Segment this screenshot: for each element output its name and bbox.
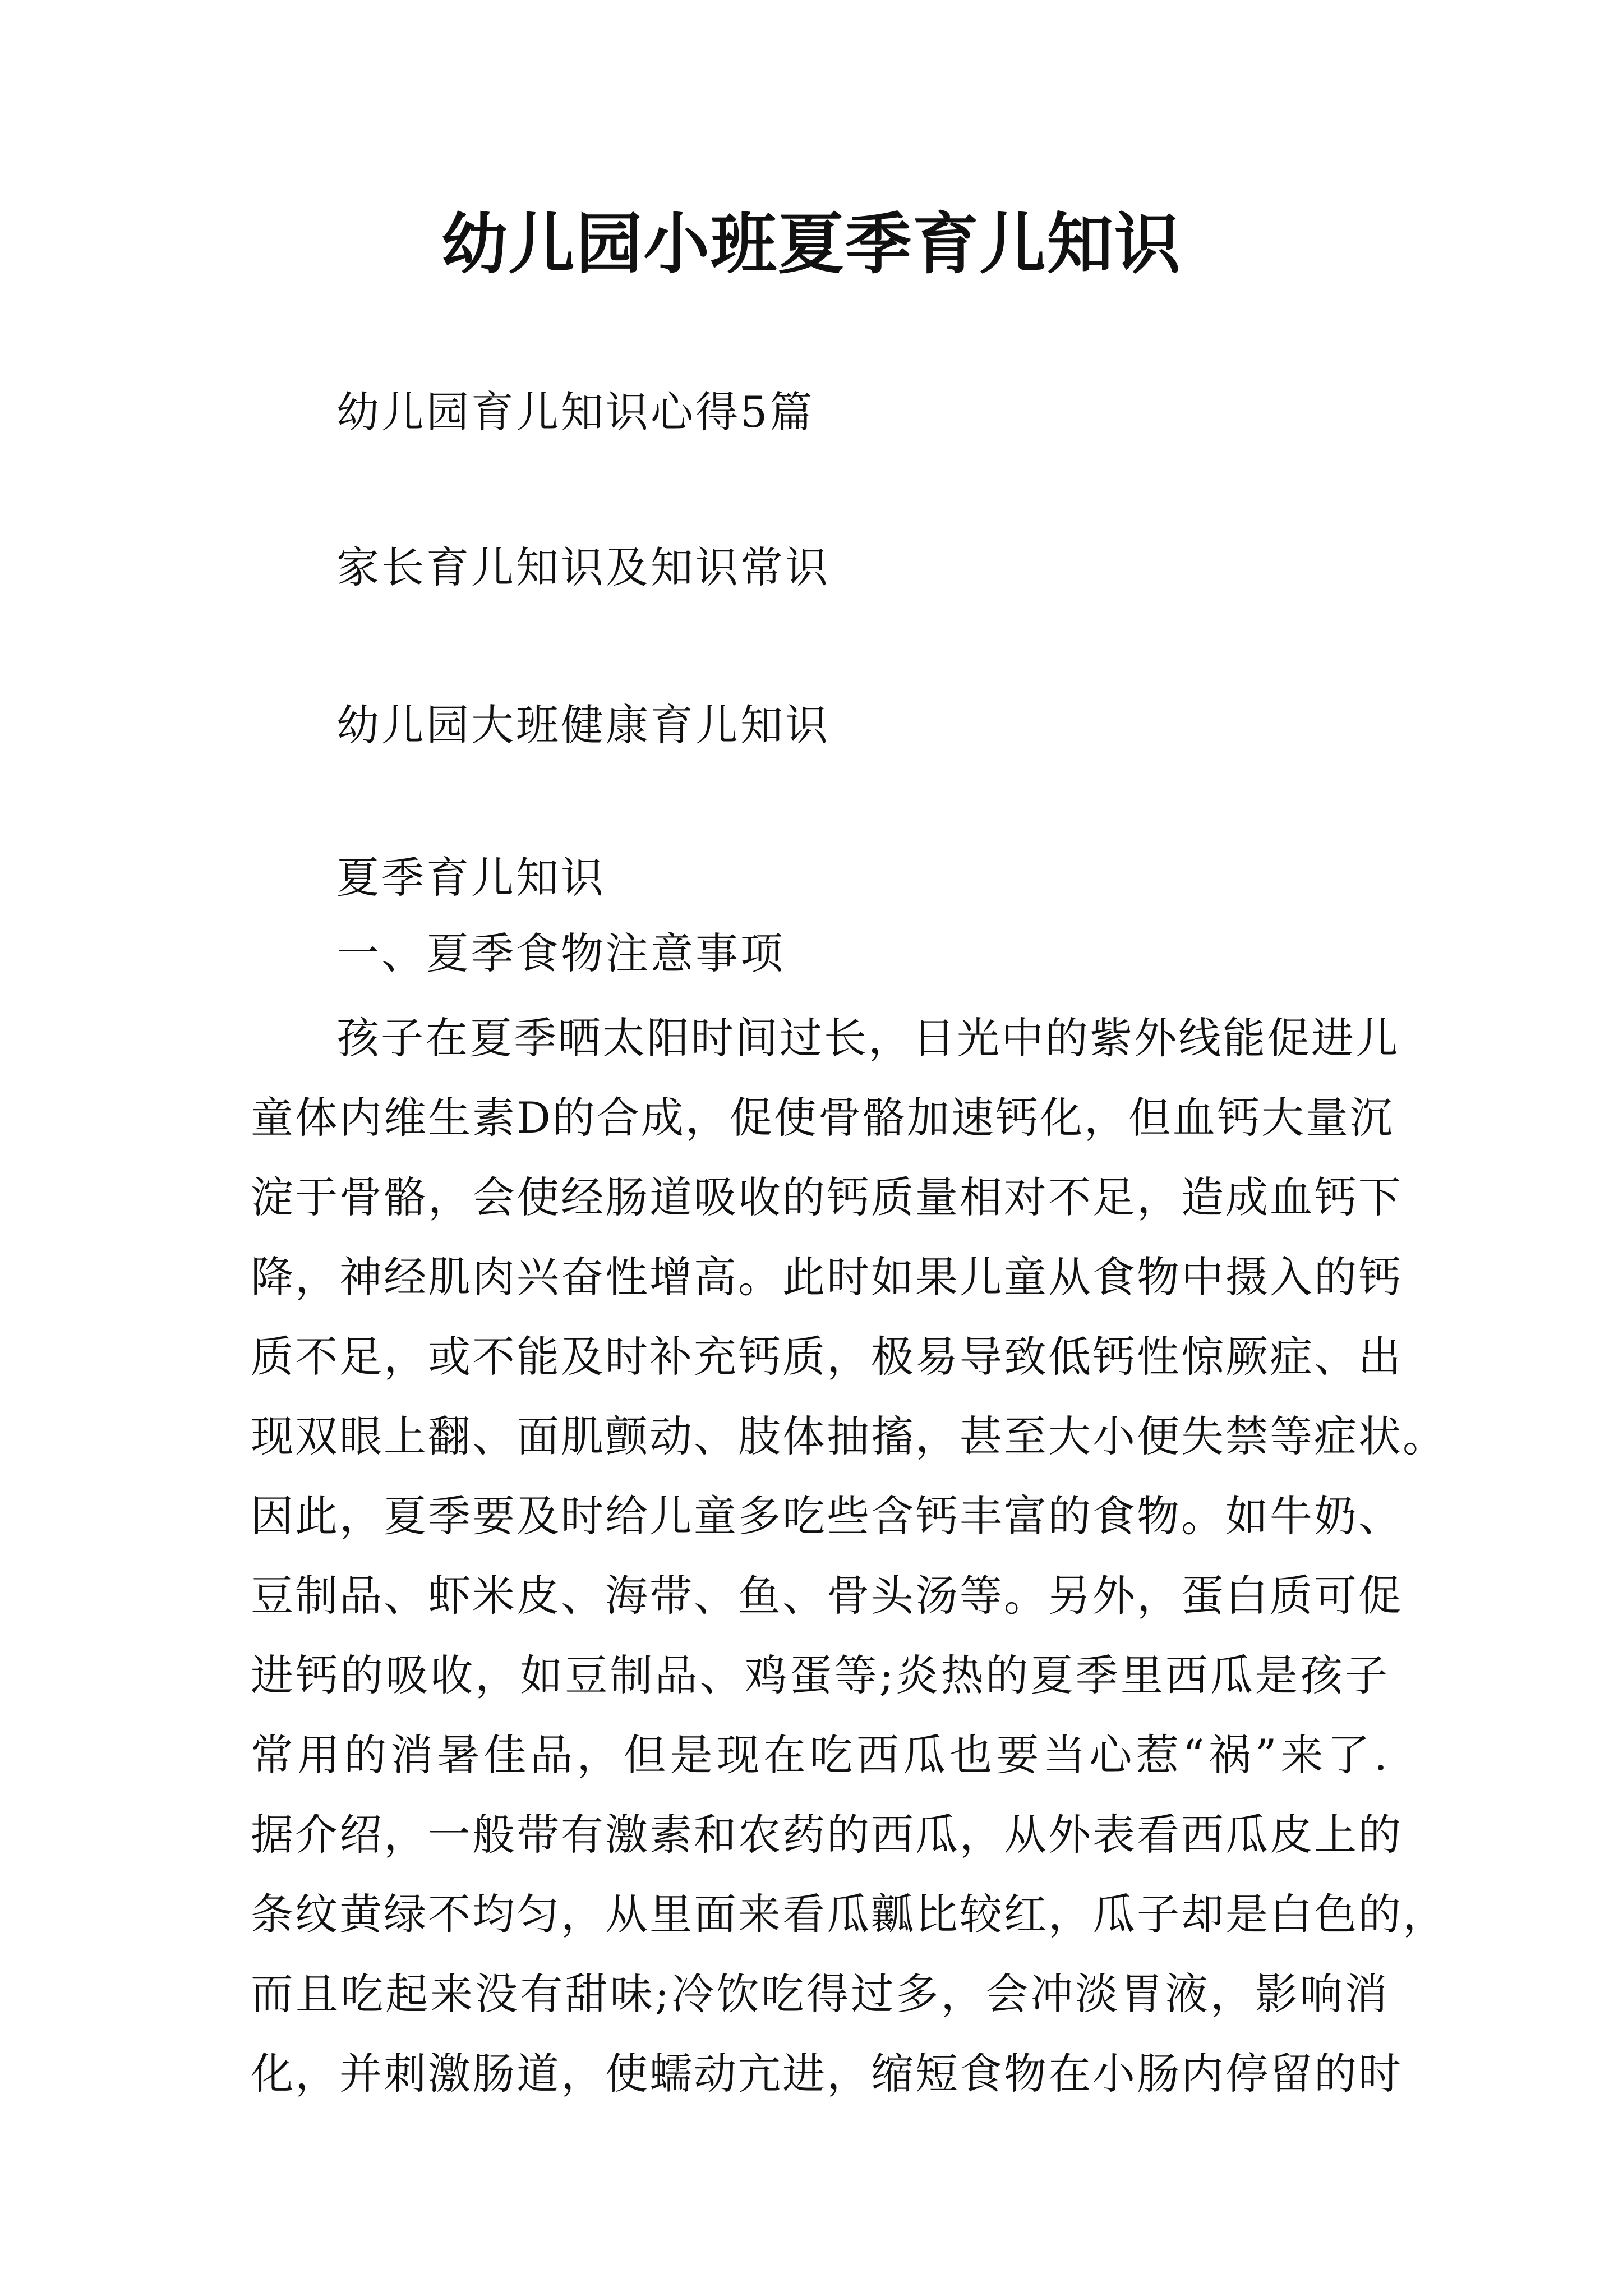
- section-title: 夏季育儿知识: [336, 853, 606, 903]
- paragraph-line: 进钙的吸收，如豆制品、鸡蛋等;炎热的夏季里西瓜是孩子: [251, 1650, 1389, 1700]
- subsection-title: 一、夏季食物注意事项: [336, 928, 785, 978]
- paragraph-line: 而且吃起来没有甜味;冷饮吃得过多，会冲淡胃液，影响消: [251, 1969, 1389, 2019]
- related-article-link[interactable]: 幼儿园育儿知识心得5篇: [336, 387, 815, 437]
- paragraph-line: 条纹黄绿不均匀，从里面来看瓜瓤比较红，瓜子却是白色的，: [251, 1889, 1447, 1939]
- paragraph-line: 化，并刺激肠道，使蠕动亢进，缩短食物在小肠内停留的时: [251, 2049, 1403, 2099]
- paragraph-line: 孩子在夏季晒太阳时间过长，日光中的紫外线能促进儿: [336, 1013, 1400, 1063]
- body-paragraph: [251, 999, 1447, 2114]
- paragraph-line: 因此，夏季要及时给儿童多吃些含钙丰富的食物。如牛奶、: [251, 1491, 1403, 1541]
- document-title: 幼儿园小班夏季育儿知识: [441, 205, 1182, 283]
- paragraph-line: 童体内维生素D的合成，促使骨骼加速钙化，但血钙大量沉: [251, 1093, 1394, 1143]
- paragraph-line: 据介绍，一般带有激素和农药的西瓜，从外表看西瓜皮上的: [251, 1810, 1403, 1860]
- paragraph-line: 现双眼上翻、面肌颤动、肢体抽搐，甚至大小便失禁等症状。: [251, 1411, 1447, 1461]
- related-article-link[interactable]: 幼儿园大班健康育儿知识: [336, 700, 830, 750]
- paragraph-line: 淀于骨骼，会使经肠道吸收的钙质量相对不足，造成血钙下: [251, 1172, 1403, 1222]
- paragraph-line: 降，神经肌肉兴奋性增高。此时如果儿童从食物中摄入的钙: [251, 1252, 1403, 1302]
- related-article-link[interactable]: 家长育儿知识及知识常识: [336, 542, 830, 592]
- paragraph-line: 质不足，或不能及时补充钙质，极易导致低钙性惊厥症、出: [251, 1332, 1403, 1382]
- paragraph-line: 常用的消暑佳品，但是现在吃西瓜也要当心惹“祸”来了.: [251, 1730, 1389, 1780]
- paragraph-line: 豆制品、虾米皮、海带、鱼、骨头汤等。另外，蛋白质可促: [251, 1571, 1403, 1621]
